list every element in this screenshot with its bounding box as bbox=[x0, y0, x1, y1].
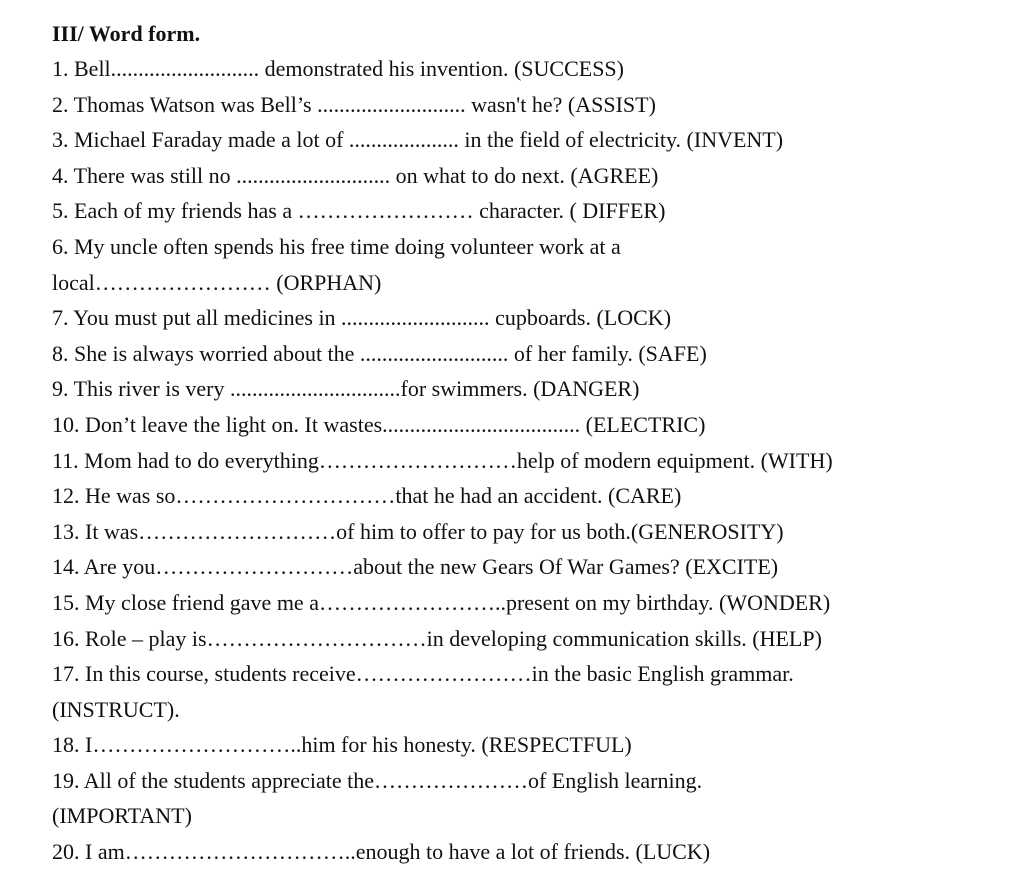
exercise-line-13: 13. It was………………………of him to offer to pay for us both.(GENEROSITY) bbox=[52, 518, 784, 544]
exercise-line-5: 5. Each of my friends has a …………………… character. ( DIFFER) bbox=[52, 198, 666, 224]
exercise-line-10: 10. Don’t leave the light on. It wastes.................................... (ELECTRIC) bbox=[52, 411, 706, 437]
exercise-line-18: 18. I………………………..him for his honesty. (RESPECTFUL) bbox=[52, 732, 632, 758]
exercise-line-19-continued: (IMPORTANT) bbox=[52, 803, 192, 829]
exercise-line-19: 19. All of the students appreciate the…………………of English learning. bbox=[52, 767, 703, 793]
exercise-line-17-continued: (INSTRUCT). bbox=[52, 696, 180, 722]
exercise-line-9: 9. This river is very ...............................for swimmers. (DANGER) bbox=[52, 376, 640, 402]
exercise-line-7: 7. You must put all medicines in ........................... cupboards. (LOCK) bbox=[52, 305, 672, 331]
exercise-line-20: 20. I am…………………………..enough to have a lot of friends. (LUCK) bbox=[52, 839, 711, 865]
exercise-line-15: 15. My close friend gave me a……………………..present on my birthday. (WONDER) bbox=[52, 589, 831, 615]
exercise-line-8: 8. She is always worried about the ........................... of her family. (SAFE) bbox=[52, 340, 707, 366]
exercise-line-1: 1. Bell........................... demonstrated his invention. (SUCCESS) bbox=[52, 56, 624, 81]
exercise-line-12: 12. He was so…………………………that he had an accident. (CARE) bbox=[52, 483, 682, 509]
exercise-line-4: 4. There was still no ............................ on what to do next. (AGREE) bbox=[52, 162, 659, 188]
exercise-line-2: 2. Thomas Watson was Bell’s ........................... wasn't he? (ASSIST) bbox=[52, 91, 656, 117]
section-heading: III/ Word form. bbox=[52, 21, 201, 46]
exercise-line-14: 14. Are you………………………about the new Gears Of War Games? (EXCITE) bbox=[52, 554, 779, 580]
exercise-line-3: 3. Michael Faraday made a lot of .................... in the field of electricity. (INVENT) bbox=[52, 127, 784, 153]
exercise-line-6-continued: local…………………… (ORPHAN) bbox=[52, 269, 382, 295]
word-form-worksheet bbox=[52, 16, 1012, 870]
exercise-line-6: 6. My uncle often spends his free time doing volunteer work at a bbox=[52, 233, 621, 259]
exercise-line-17: 17. In this course, students receive……………………in the basic English grammar. bbox=[52, 661, 794, 687]
exercise-line-11: 11. Mom had to do everything………………………help of modern equipment. (WITH) bbox=[52, 447, 833, 473]
exercise-line-16: 16. Role – play is…………………………in developing communication skills. (HELP) bbox=[52, 625, 822, 651]
